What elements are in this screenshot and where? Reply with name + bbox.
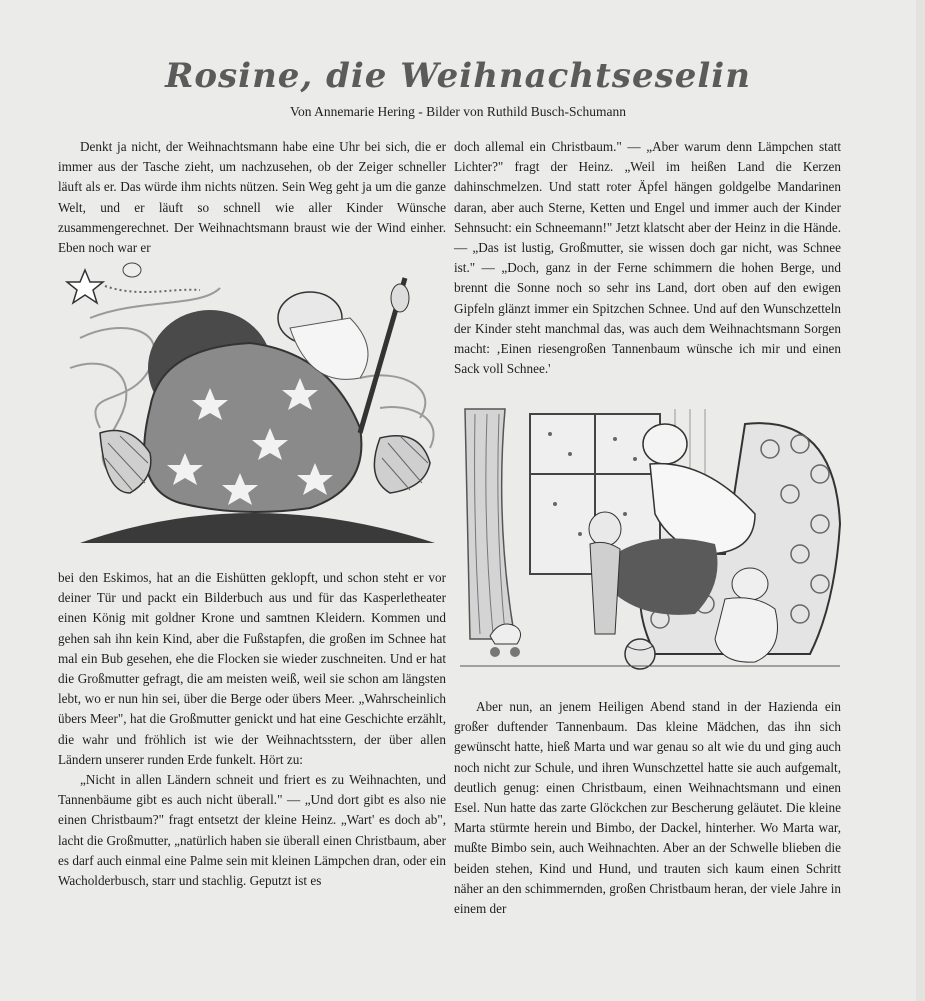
story-title: Rosine, die Weihnachtseselin [165, 56, 751, 96]
paragraph: Denkt ja nicht, der Weihnachtsmann habe eine Uhr bei sich, die er immer aus der Tasche zieht, um nachzusehen, ob der Zeiger schneller läuft als er. Das würde ihm nichts nützen. Sein Weg geht ja um die ganze Welt, und er läuft so schnell wie aller Kinder Wünsche zusammengerechnet. Der Weihnachtsmann braust wie der Wind einher. Eben noch war er [58, 139, 446, 256]
paragraph: Aber nun, an jenem Heiligen Abend stand in der Hazienda ein großer duftender Tannenbaum. Das kleine Mädchen, das ihn sich gewünscht hatte, hieß Marta und war genau so alt wie du und ging auch noch nicht zur Schule, und ihren Wunschzettel hatte sie auch aufgemalt, deutlich genug: einen Christbaum, einen Weihnachtsmann und einen Esel. Nun hatte das zarte Glöckchen zur Bescherung geläutet. Die kleine Marta stürmte herein und Bimbo, der Dackel, hinterher. Wo Marta war, mußte Bimbo sein, auch Weihnachten. Aber an der Schwelle blieben die beiden stehen, Kind und Hund, und trauten sich kaum einen Schritt näher an den schimmernden, großen Christbaum heran, der viele Jahre in einem der [454, 699, 841, 917]
column-left-bottom [58, 568, 446, 891]
paragraph: doch allemal ein Christbaum." — „Aber warum denn Lämpchen statt Lichter?" fragt der Heinz. „Weil im heißen Land die Kerzen dahinschmelzen. Und statt roter Äpfel hängen goldgelbe Mandarinen daran, aber auch Sterne, Ketten und Engel und immer auch der Kinder Sehnsucht: ein Schneemann!" Jetzt klatscht aber der Heinz in die Hände. — „Das ist lustig, Großmutter, sie wissen doch gar nicht, was Schnee ist." — „Doch, ganz in der Ferne schimmern die hohen Berge, und brennt die Sonne noch so sehr ins Land, dort oben auf den ewigen Gipfeln glänzt immer ein Spitzchen Schnee. Und auf den Wunschzetteln der Kinder steht manchmal das, was auch dem Weihnachtsmann Sorgen macht: ‚Einen riesengroßen Tannenbaum wünsche ich mir und einen Sack voll Schnee.' [454, 139, 841, 377]
byline: Von Annemarie Hering - Bilder von Ruthild Busch-Schumann [289, 104, 627, 119]
paragraph: „Nicht in allen Ländern schneit und friert es zu Weihnachten, und Tannenbäume gibt es auch nicht überall." — „Und dort gibt es also nie einen Christbaum?" fragt entsetzt der kleine Heinz. „Wart' es doch ab", lacht die Großmutter, „natürlich haben sie überall einen Christbaum, aber es darf auch einmal eine Palme sein mit kleinen Lämpchen dran, oder ein Wacholderbusch, starr und stachlig. Geputzt ist es [58, 772, 446, 889]
grandmother-children-illustration [455, 404, 843, 684]
column-left-top [58, 137, 446, 258]
santa-illustration [60, 258, 450, 548]
column-right-bottom [454, 697, 841, 919]
column-right-top [454, 137, 841, 379]
paragraph: bei den Eskimos, hat an die Eishütten geklopft, und schon steht er vor deiner Tür und packt ein Bilderbuch aus und für das Kasperletheater einen König mit goldner Krone und samtnen Kleidern. Kommen und gehen sah ihn kein Kind, aber die Fußstapfen, die großen im Schnee hat mal ein Bub gesehen, ehe die Flocken sie wieder zuschneiten. Und er hat die Großmutter gefragt, die am meisten weiß, weil sie schon am längsten lebt, wo er nun hin sei, über die Berge oder übers Meer. „Wahrscheinlich übers Meer", hat die Großmutter genickt und hat eine Geschichte erzählt, die wahr und fröhlich ist wie der Weihnachtsstern, der über allen Ländern unserer runden Erde funkelt. Hört zu: [58, 570, 446, 767]
page-edge [916, 0, 925, 1001]
